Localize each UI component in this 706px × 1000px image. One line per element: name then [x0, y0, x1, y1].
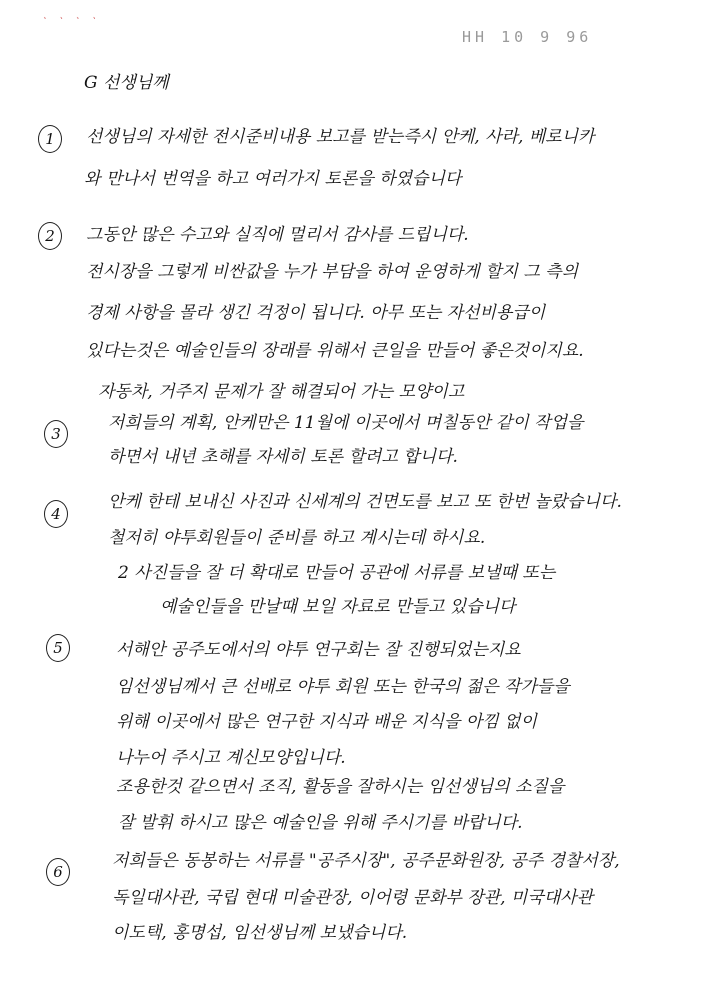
item-3-line-2: 하면서 내년 초해를 자세히 토론 할려고 합니다. — [108, 447, 458, 467]
item-6-line-2: 독일대사관, 국립 현대 미술관장, 이어령 문화부 장관, 미국대사관 — [112, 888, 594, 908]
item-5-line-6: 잘 발휘 하시고 많은 예술인을 위해 주시기를 바랍니다. — [118, 813, 523, 833]
item-5-line-3: 위해 이곳에서 많은 연구한 지식과 배운 지식을 아낌 없이 — [116, 712, 537, 732]
date-stamp: HH 10 9 96 — [462, 28, 593, 46]
item-6-line-1: 저희들은 동봉하는 서류를 "공주시장", 공주문화원장, 공주 경찰서장, — [112, 851, 620, 871]
item-number-2: 2 — [38, 222, 62, 250]
item-number-1: 1 — [38, 125, 62, 153]
item-2-line-2: 전시장을 그렇게 비싼값을 누가 부담을 하여 운영하게 할지 그 측의 — [86, 262, 579, 282]
item-2-line-5: 자동차, 거주지 문제가 잘 해결되어 가는 모양이고 — [98, 382, 465, 402]
greeting: G 선생님께 — [84, 73, 169, 93]
item-4-line-2: 철저히 야투회원들이 준비를 하고 계시는데 하시요. — [108, 528, 486, 548]
item-5-line-4: 나누어 주시고 계신모양입니다. — [116, 748, 346, 768]
item-5-line-2: 임선생님께서 큰 선배로 야투 회원 또는 한국의 젊은 작가들을 — [116, 677, 570, 697]
item-number-4: 4 — [44, 500, 68, 528]
item-2-line-3: 경제 사항을 몰라 생긴 걱정이 됩니다. 아무 또는 자선비용급이 — [86, 303, 546, 323]
item-number-6: 6 — [46, 858, 70, 886]
item-5-line-1: 서해안 공주도에서의 야투 연구회는 잘 진행되었는지요 — [116, 640, 521, 660]
item-4-line-1: 안케 한테 보내신 사진과 신세계의 건면도를 보고 또 한번 놀랐습니다. — [108, 492, 622, 512]
item-4-line-3: 2 사진들을 잘 더 확대로 만들어 공관에 서류를 보낼때 또는 — [118, 563, 556, 583]
item-2-line-4: 있다는것은 예술인들의 장래를 위해서 큰일을 만들어 좋은것이지요. — [86, 341, 584, 361]
item-1-line-1: 선생님의 자세한 전시준비내용 보고를 받는즉시 안케, 사라, 베로니카 — [86, 127, 595, 147]
item-3-line-1: 저희들의 계획, 안케만은 11월에 이곳에서 며칠동안 같이 작업을 — [108, 413, 584, 433]
item-4-line-4: 예술인들을 만날때 보일 자료로 만들고 있습니다 — [160, 597, 516, 617]
item-2-line-1: 그동안 많은 수고와 실직에 멀리서 감사를 드립니다. — [86, 225, 469, 245]
item-number-5: 5 — [46, 634, 70, 662]
item-1-line-2: 와 만나서 번역을 하고 여러가지 토론을 하였습니다 — [84, 169, 462, 189]
item-5-line-5: 조용한것 같으면서 조직, 활동을 잘하시는 임선생님의 소질을 — [116, 777, 565, 797]
item-6-line-3: 이도택, 홍명섭, 임선생님께 보냈습니다. — [112, 923, 408, 943]
item-number-3: 3 — [44, 420, 68, 448]
top-mark: ㆍ ㆍ ㆍ ㆍ — [40, 14, 101, 25]
